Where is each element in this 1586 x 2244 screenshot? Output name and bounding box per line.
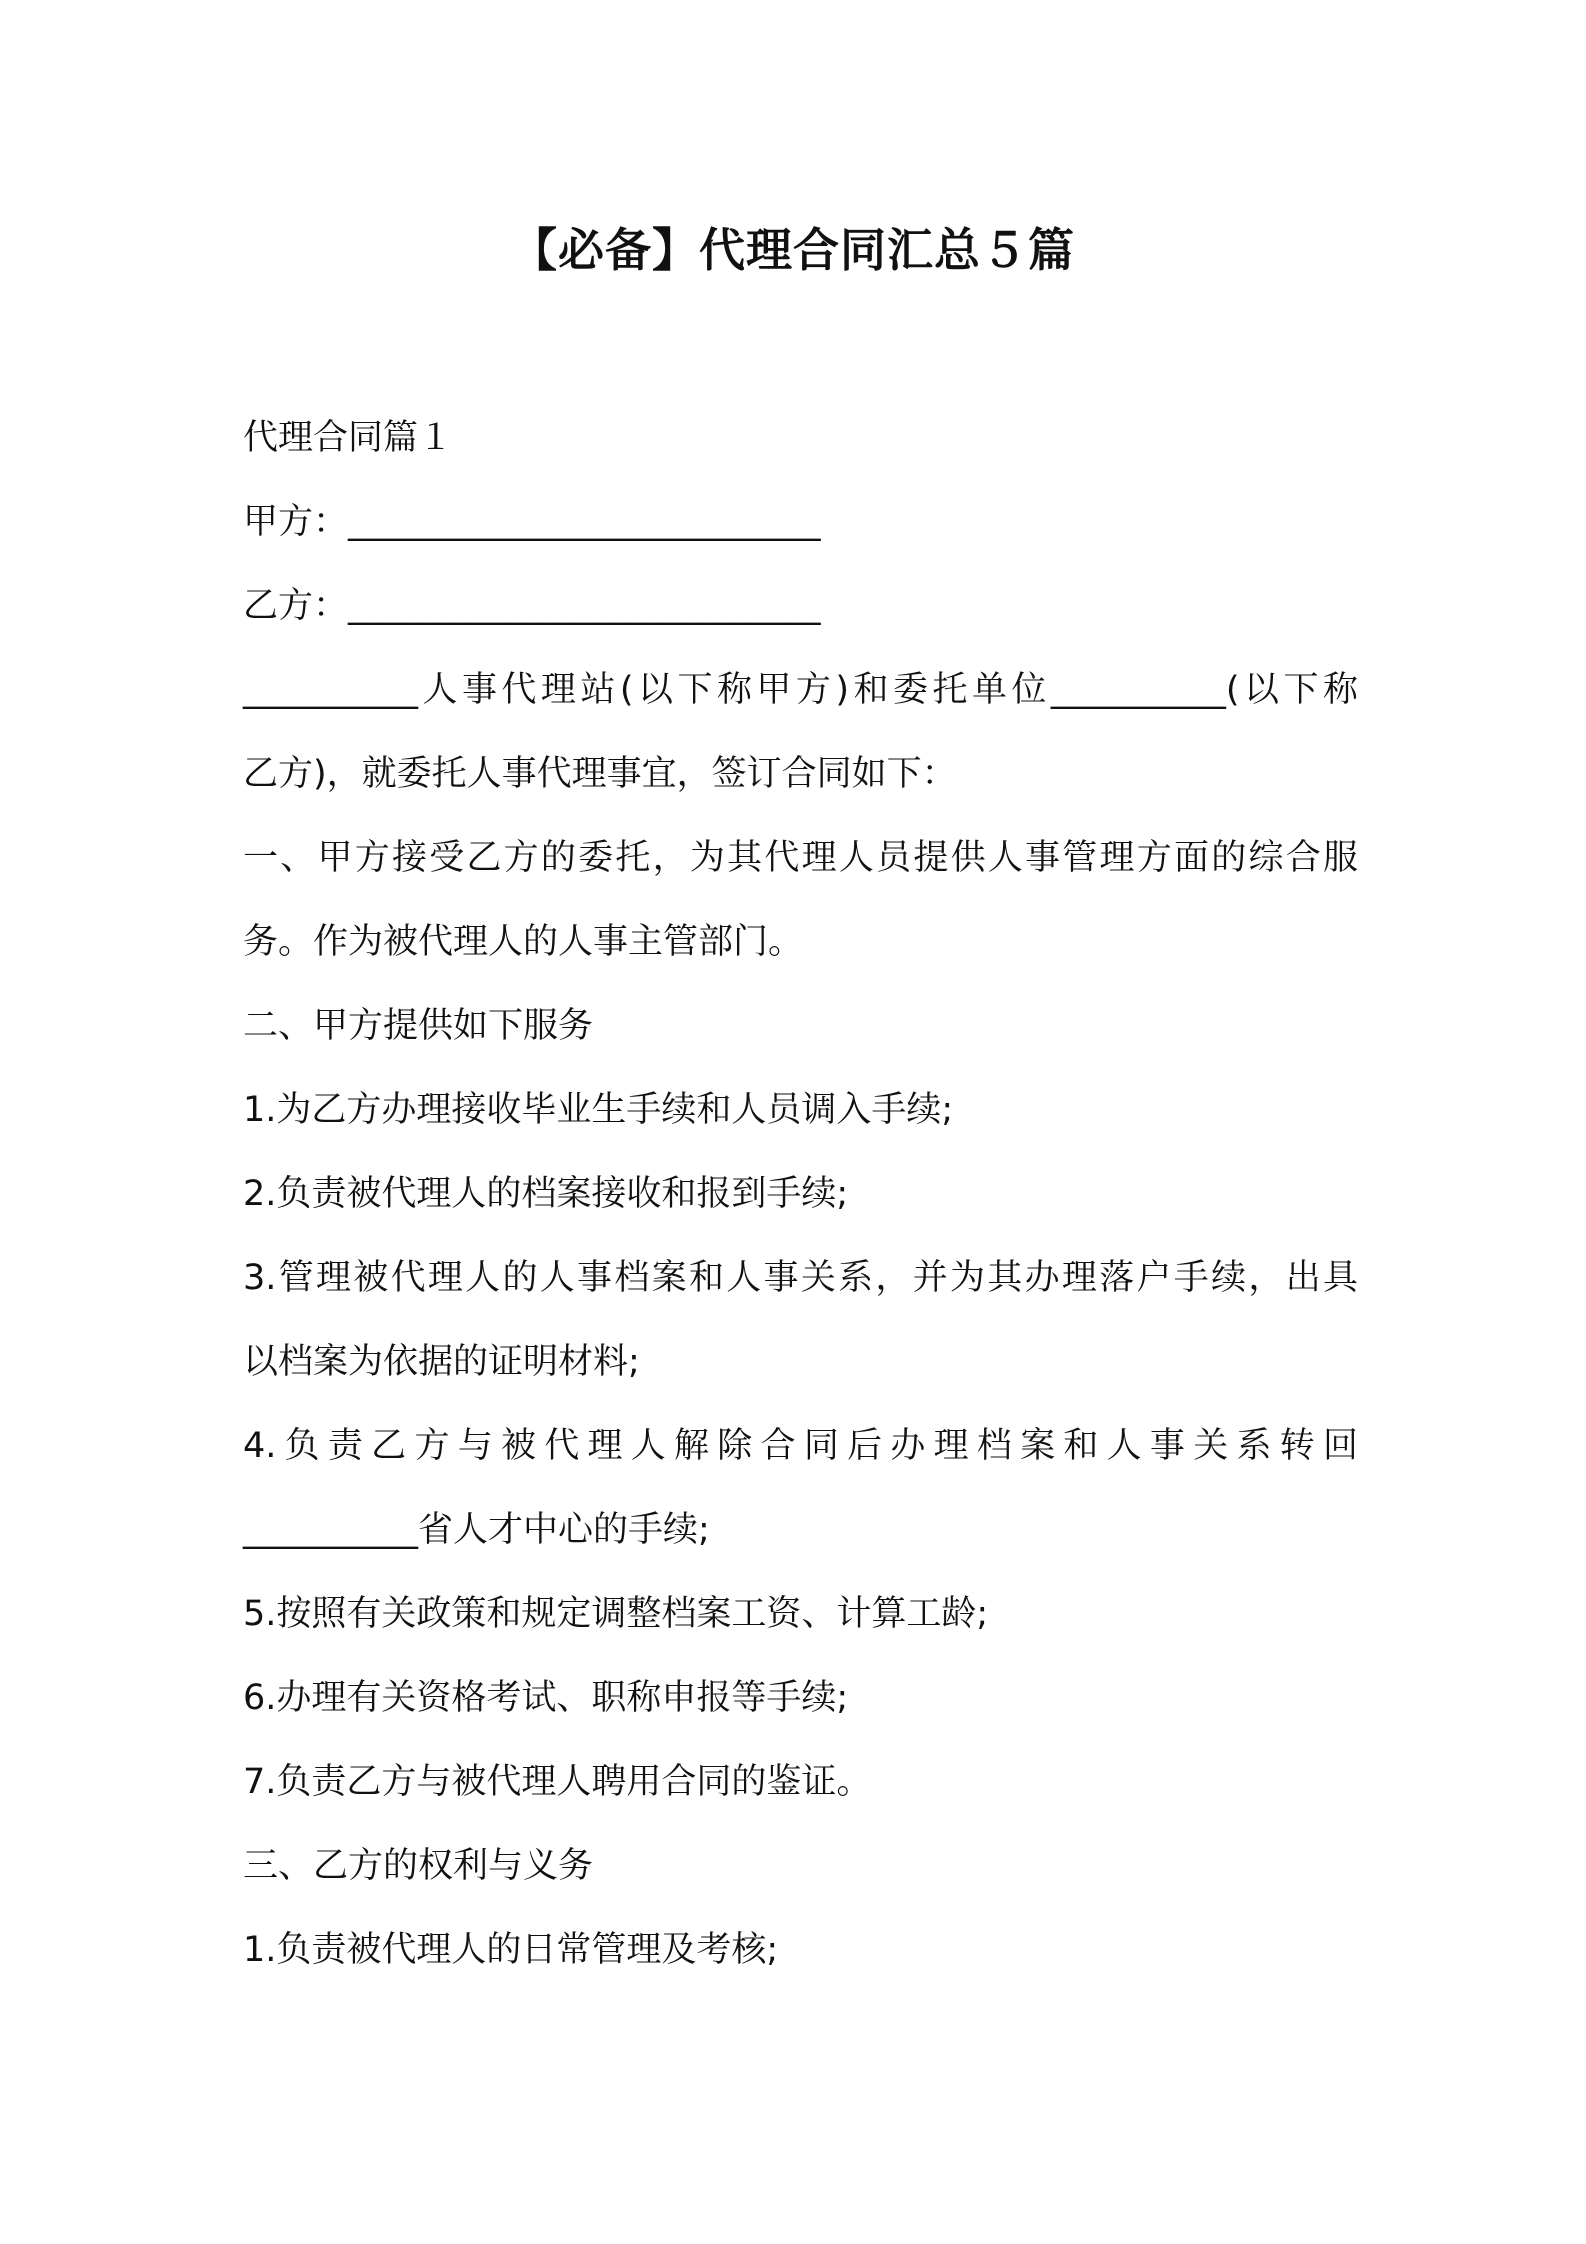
- list-item: 6.办理有关资格考试、职称申报等手续;: [243, 1678, 849, 1718]
- section-heading: 代理合同篇１: [243, 418, 454, 458]
- paragraph-line: 一、甲方接受乙方的委托，为其代理人员提供人事管理方面的综合服: [243, 838, 1358, 878]
- clause-heading: 三、乙方的权利与义务: [243, 1846, 594, 1886]
- document-title: 【必备】代理合同汇总５篇: [511, 223, 1075, 277]
- list-item-continued: __________省人才中心的手续;: [243, 1510, 710, 1550]
- party-b-line: 乙方：___________________________: [243, 586, 821, 626]
- list-item: 2.负责被代理人的档案接收和报到手续;: [243, 1174, 849, 1214]
- paragraph-line: 乙方)，就委托人事代理事宜，签订合同如下：: [243, 754, 957, 794]
- paragraph-line: 务。作为被代理人的人事主管部门。: [243, 922, 804, 962]
- list-item-continued: 以档案为依据的证明材料;: [243, 1342, 640, 1382]
- clause-heading: 二、甲方提供如下服务: [243, 1006, 594, 1046]
- list-item: 7.负责乙方与被代理人聘用合同的鉴证。: [243, 1762, 872, 1802]
- list-item: 4.负责乙方与被代理人解除合同后办理档案和人事关系转回: [243, 1426, 1358, 1466]
- list-item: 1.为乙方办理接收毕业生手续和人员调入手续;: [243, 1090, 954, 1130]
- paragraph-line: __________人事代理站(以下称甲方)和委托单位__________(以下称: [243, 670, 1358, 710]
- list-item: 1.负责被代理人的日常管理及考核;: [243, 1930, 779, 1970]
- list-item: 3.管理被代理人的人事档案和人事关系，并为其办理落户手续，出具: [243, 1258, 1358, 1298]
- list-item: 5.按照有关政策和规定调整档案工资、计算工龄;: [243, 1594, 989, 1634]
- party-a-line: 甲方：___________________________: [243, 502, 821, 542]
